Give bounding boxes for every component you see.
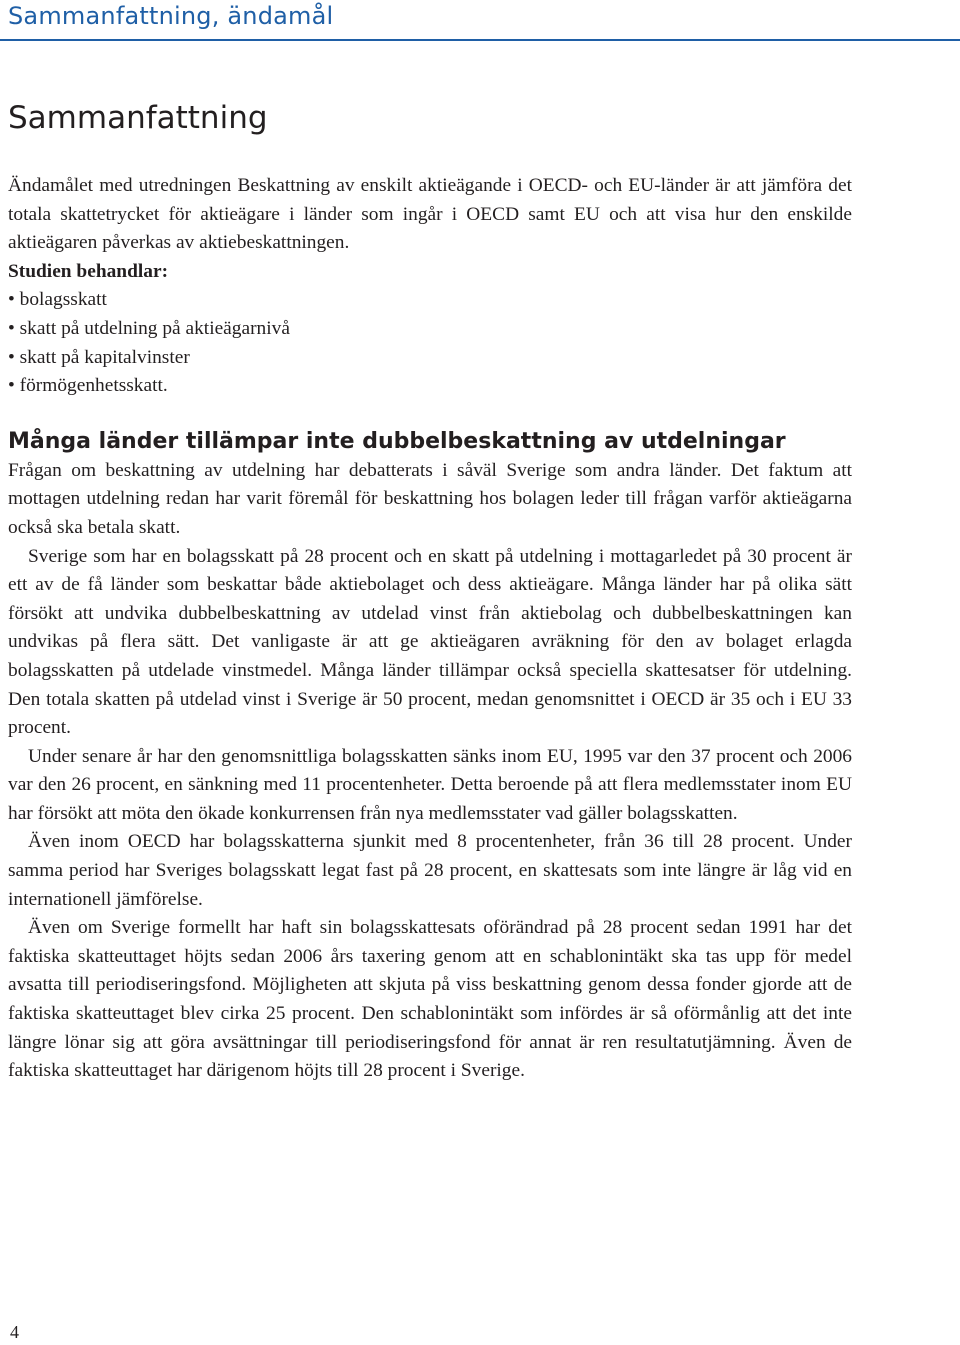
list-item: • skatt på utdelning på aktieägarnivå [8,315,852,344]
section-header-title: Sammanfattning, ändamål [8,2,334,30]
body-paragraph: Även om Sverige formellt har haft sin bolagsskattesats oförändrad på 28 procent sedan 1991 har det faktiska skatteuttaget höjts sedan 2006 års taxering genom att en schablonintäkt ska tas upp för medel avsatta till periodiseringsfond. Möjligheten att skjuta på viss beskattning genom dessa fonder gjorde att de faktiska skatteuttaget blev cirka 25 procent. Den schablonintäkt som infördes är så oförmånlig att det inte längre lönar sig att göra avsättningar till periodiseringsfond för annat är ren resultatutjämning. Även de faktiska skatteuttaget har därigenom höjts till 28 procent i Sverige. [8,917,852,1082]
intro-paragraph: Ändamålet med utredningen Beskattning av enskilt aktieägande i OECD- och EU-länder är att jämföra det totala skattetrycket för aktieägare i länder som ingår i OECD samt EU och att visa hur den enskilde aktieägaren påverkas av aktiebeskattningen. [8,175,852,254]
list-heading: Studien behandlar: [8,260,169,282]
document-body [8,172,852,1086]
body-paragraph: Under senare år har den genomsnittliga bolagsskatten sänks inom EU, 1995 var den 37 procent och 2006 var den 26 procent, en sänkning med 11 procentenheter. Detta beroende på att flera medlemsstater inom EU har försökt att möta den ökade konkurrensen från nya medlemsstater vad gäller bolagsskatten. [8,745,852,824]
body-paragraph: Frågan om beskattning av utdelning har debatterats i såväl Sverige som andra länder. Det faktum att mottagen utdelning redan har varit föremål för beskattning hos bolagen leder till frågan varför aktieägarna också ska betala skatt. [8,459,852,538]
header-rule [0,39,960,41]
body-paragraph: Sverige som har en bolagsskatt på 28 procent och en skatt på utdelning i mottagarledet på 30 procent är ett av de få länder som beskattar både aktiebolaget och dess aktieägare. Många länder har på olika sätt försökt att undvika dubbelbeskattning av utdelad vinst från aktiebolag och dubbelbeskattningen kan undvikas på flera sätt. Det vanligaste är att ge aktieägaren avräkning för den av bolaget erlagda bolagsskatten på utdelade vinstmedel. Många länder tillämpar också speciella skattesatser för utdelning. Den totala skatten på utdelad vinst i Sverige är 50 procent, medan genomsnittet i OECD är 35 och i EU 33 procent. [8,545,852,739]
list-item: • skatt på kapitalvinster [8,344,852,373]
list-item: • förmögenhetsskatt. [8,372,852,401]
topic-list [8,286,852,400]
section-header-bar [0,0,960,40]
list-item: • bolagsskatt [8,286,852,315]
section-heading: Många länder tillämpar inte dubbelbeskattning av utdelningar [8,428,786,454]
body-paragraph: Även inom OECD har bolagsskatterna sjunkit med 8 procentenheter, från 36 till 28 procent. Under samma period har Sveriges bolagsskatt legat fast på 28 procent, en skattesats som inte längre är låg vid en internationell jämförelse. [8,831,852,910]
page-number: 4 [10,1322,19,1342]
page-title: Sammanfattning [8,100,268,136]
